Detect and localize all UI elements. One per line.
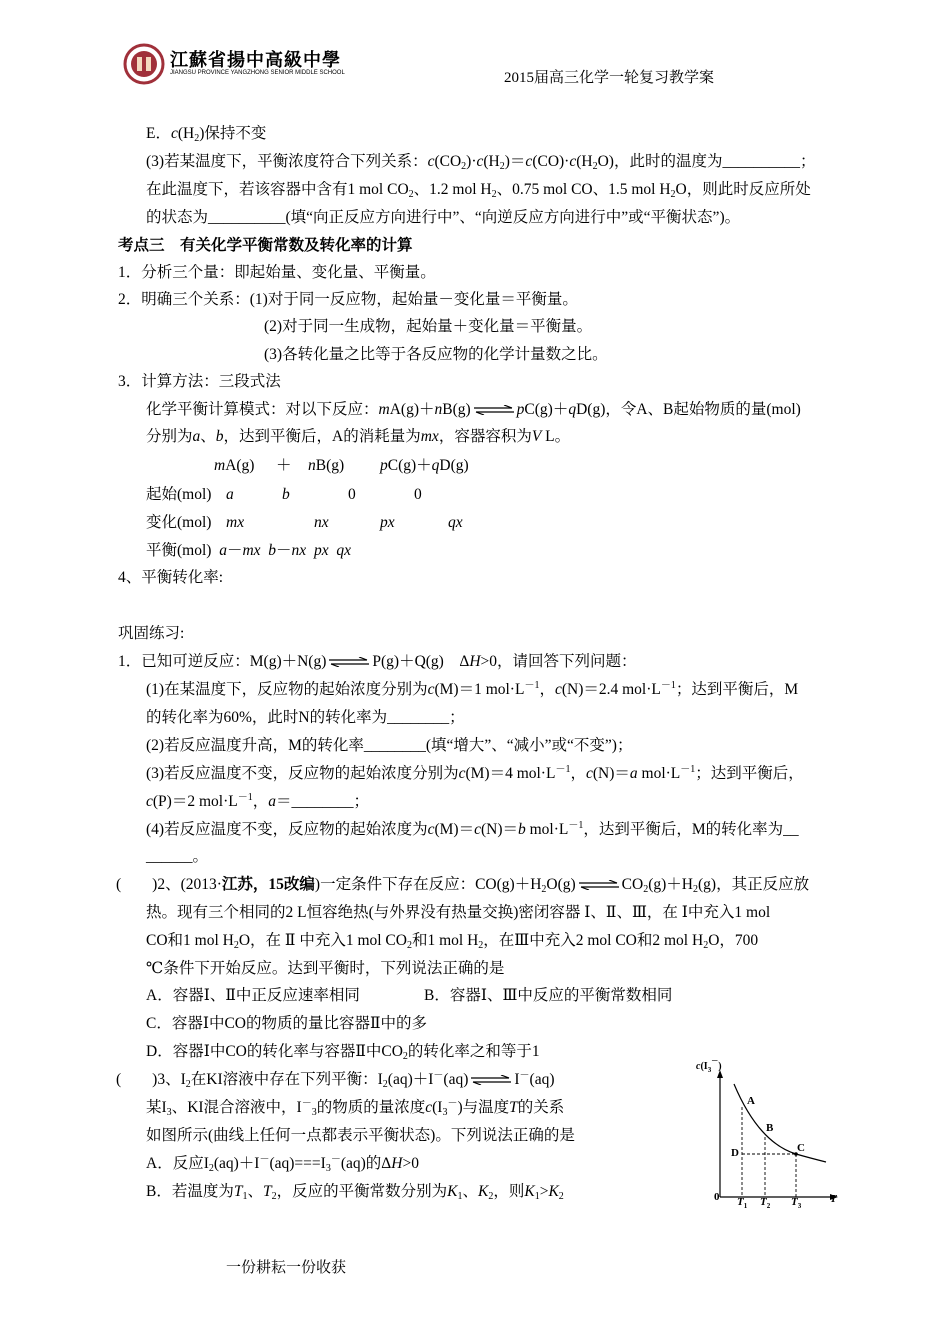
footer-motto: 一份耕耘一份收获 [226, 1260, 347, 1276]
equilibrium-arrow-icon [577, 880, 621, 890]
graph-origin: 0 [714, 1191, 720, 1203]
graph-point-c: C [797, 1142, 805, 1154]
row-start-v3: 0 [348, 486, 356, 503]
q2-option-d: D．容器Ⅰ中CO的转化率与容器Ⅱ中$CO_2$的转化率之和等于1 [146, 1043, 540, 1062]
row-start-v1: a [226, 486, 234, 503]
q3-line-2: 在此温度下，若该容器中含有1 mol $CO_2$、1.2 mol $H_2$、0.75 mol CO、1.5 mol $H_2O$，则此时反应所处 [146, 181, 811, 200]
point-2b: (2)对于同一生成物，起始量＋变化量＝平衡量。 [264, 318, 593, 335]
q2-line1: ( )2、(2013·江苏，15改编)一定条件下存在反应：$CO(g)+H_2O(g)$ $CO_2(g)+H_2(g)$，其正反应放 [116, 876, 810, 895]
row-start-v2: b [282, 486, 290, 503]
q2-option-b: B．容器Ⅰ、Ⅲ中反应的平衡常数相同 [424, 987, 673, 1004]
table-head-b: nB(g) [308, 457, 345, 474]
q2-line2: 热。现有三个相同的2 L恒容绝热(与外界没有热量交换)密闭容器 Ⅰ、Ⅱ、Ⅲ，在 Ⅰ中充入1 mol [146, 904, 771, 921]
graph-x-label: T [830, 1193, 837, 1205]
q3-line2: 某$I_3$、KI混合溶液中，$I^-_3$的物质的量浓度$c(I_3^-)$与温度T的关系 [146, 1098, 565, 1118]
q3-line3: 如图所示(曲线上任何一点都表示平衡状态)。下列说法正确的是 [146, 1127, 575, 1144]
q1-sub3-line1: (3)若反应温度不变，反应物的起始浓度分别为c(M)＝4 $mol\cdot L^{-1}$，c(N)＝a $mol\cdot L^{-1}$；达到平衡后， [146, 764, 804, 782]
q3-line1: ( )3、$I_2$在KI溶液中存在下列平衡：$I_2(aq)+I^-(aq)$ I－(aq) [116, 1070, 555, 1090]
mode-line-2: 分别为a、b，达到平衡后，A的消耗量为mx，容器容积为V L。 [146, 428, 571, 445]
q3-line-1: (3)若某温度下，平衡浓度符合下列关系：$c(CO_2)\cdot c(H_2)=c(CO)\cdot c(H_2O)$，此时的温度为__________； [146, 153, 816, 172]
graph-y-label: $c(I_3^-)$ [696, 1057, 722, 1074]
q3-line-3: 的状态为__________(填“向正反应方向进行中”、“向逆反应方向进行中”或“平衡状态”)。 [146, 209, 741, 226]
point-2: 2．明确三个关系：(1)对于同一反应物，起始量－变化量＝平衡量。 [118, 291, 578, 308]
row-change-v2: nx [314, 514, 329, 531]
mode-line-1: 化学平衡计算模式：对以下反应：mA(g)＋nB(g) pC(g)＋qD(g)，令A、B起始物质的量(mol) [146, 401, 801, 418]
table-head: mA(g) [214, 457, 255, 474]
row-start-label: 起始(mol) [146, 486, 212, 503]
row-change-v3: px [380, 514, 395, 531]
q2-line3: CO和1 mol $H_2O$，在 Ⅱ 中充入1 mol $CO_2$和1 mol $H_2$，在Ⅲ中充入2 mol CO和2 mol $H_2O$，700 [146, 932, 759, 951]
table-head-cd: pC(g)＋qD(g) [380, 457, 469, 474]
row-start-v4: 0 [414, 486, 422, 503]
q1-sub4-line2: ______。 [146, 848, 209, 865]
graph-tick-t2: $T_2$ [760, 1196, 771, 1210]
point-4: 4、平衡转化率: [118, 569, 224, 586]
graph-point-b: B [766, 1122, 774, 1134]
q1-sub1-line2: 的转化率为60%，此时N的转化率为________； [146, 709, 465, 726]
row-change-v4: qx [448, 514, 463, 531]
equilibrium-arrow-icon [469, 1075, 513, 1085]
equilibrium-arrow-icon [327, 657, 371, 667]
concentration-temperature-graph [690, 1057, 850, 1214]
section-heading: 考点三 有关化学平衡常数及转化率的计算 [118, 237, 413, 254]
equilibrium-arrow-icon [472, 405, 516, 415]
q1-sub1-line1: (1)在某温度下，反应物的起始浓度分别为c(M)＝1 $mol\cdot L^{-1}$，c(N)＝2.4 $mol\cdot L^{-1}$；达到平衡后，M [146, 680, 799, 698]
point-2c: (3)各转化量之比等于各反应物的化学计量数之比。 [264, 346, 608, 363]
q1-sub3-line2: c(P)＝2 $mol\cdot L^{-1}$，a＝________； [146, 792, 369, 810]
q2-option-c: C．容器Ⅰ中CO的物质的量比容器Ⅱ中的多 [146, 1015, 428, 1032]
graph-point-a: A [747, 1095, 755, 1107]
point-1: 1．分析三个量：即起始量、变化量、平衡量。 [118, 264, 436, 281]
q1-stem: 1．已知可逆反应：M(g)＋N(g) P(g)＋Q(g) ΔH>0，请回答下列问题： [118, 653, 637, 670]
practice-title: 巩固练习: [118, 625, 185, 642]
graph-tick-t3: $T_3$ [791, 1196, 802, 1210]
q2-option-a: A．容器Ⅰ、Ⅱ中正反应速率相同 [146, 987, 360, 1004]
row-eq: 平衡(mol) a－mx b－nx px qx [146, 542, 351, 559]
row-change-label: 变化(mol) [146, 514, 212, 531]
row-change-v1: mx [226, 514, 245, 531]
table-head-plus: ＋ [276, 457, 292, 474]
q3-option-b: B．若温度为$T_1$、$T_2$，反应的平衡常数分别为$K_1$、$K_2$，则$K_1>K_2$ [146, 1183, 564, 1202]
q1-sub2: (2)若反应温度升高，M的转化率________(填“增大”、“减小”或“不变”)； [146, 737, 633, 754]
school-name-en: JIANGSU PROVINCE YANGZHONG SENIOR MIDDLE SCHOOL [170, 70, 345, 76]
doc-title: 2015届高三化学一轮复习教学案 [504, 70, 715, 86]
q1-sub4-line1: (4)若反应温度不变，反应物的起始浓度为c(M)＝c(N)＝b $mol\cdot L^{-1}$，达到平衡后，M的转化率为__ [146, 820, 799, 838]
option-e: E．$c(H_2)$保持不变 [146, 125, 267, 144]
graph-point-d: D [731, 1147, 739, 1159]
q3-option-a: A．反应$I_2(aq)+I^-(aq)===I_3^-(aq)$的ΔH>0 [146, 1154, 419, 1174]
school-name-cn: 江蘇省揚中高級中學 [170, 50, 341, 71]
graph-tick-t1: $T_1$ [737, 1196, 748, 1210]
point-3: 3．计算方法：三段式法 [118, 373, 281, 390]
q2-line4: ℃条件下开始反应。达到平衡时，下列说法正确的是 [146, 960, 505, 977]
